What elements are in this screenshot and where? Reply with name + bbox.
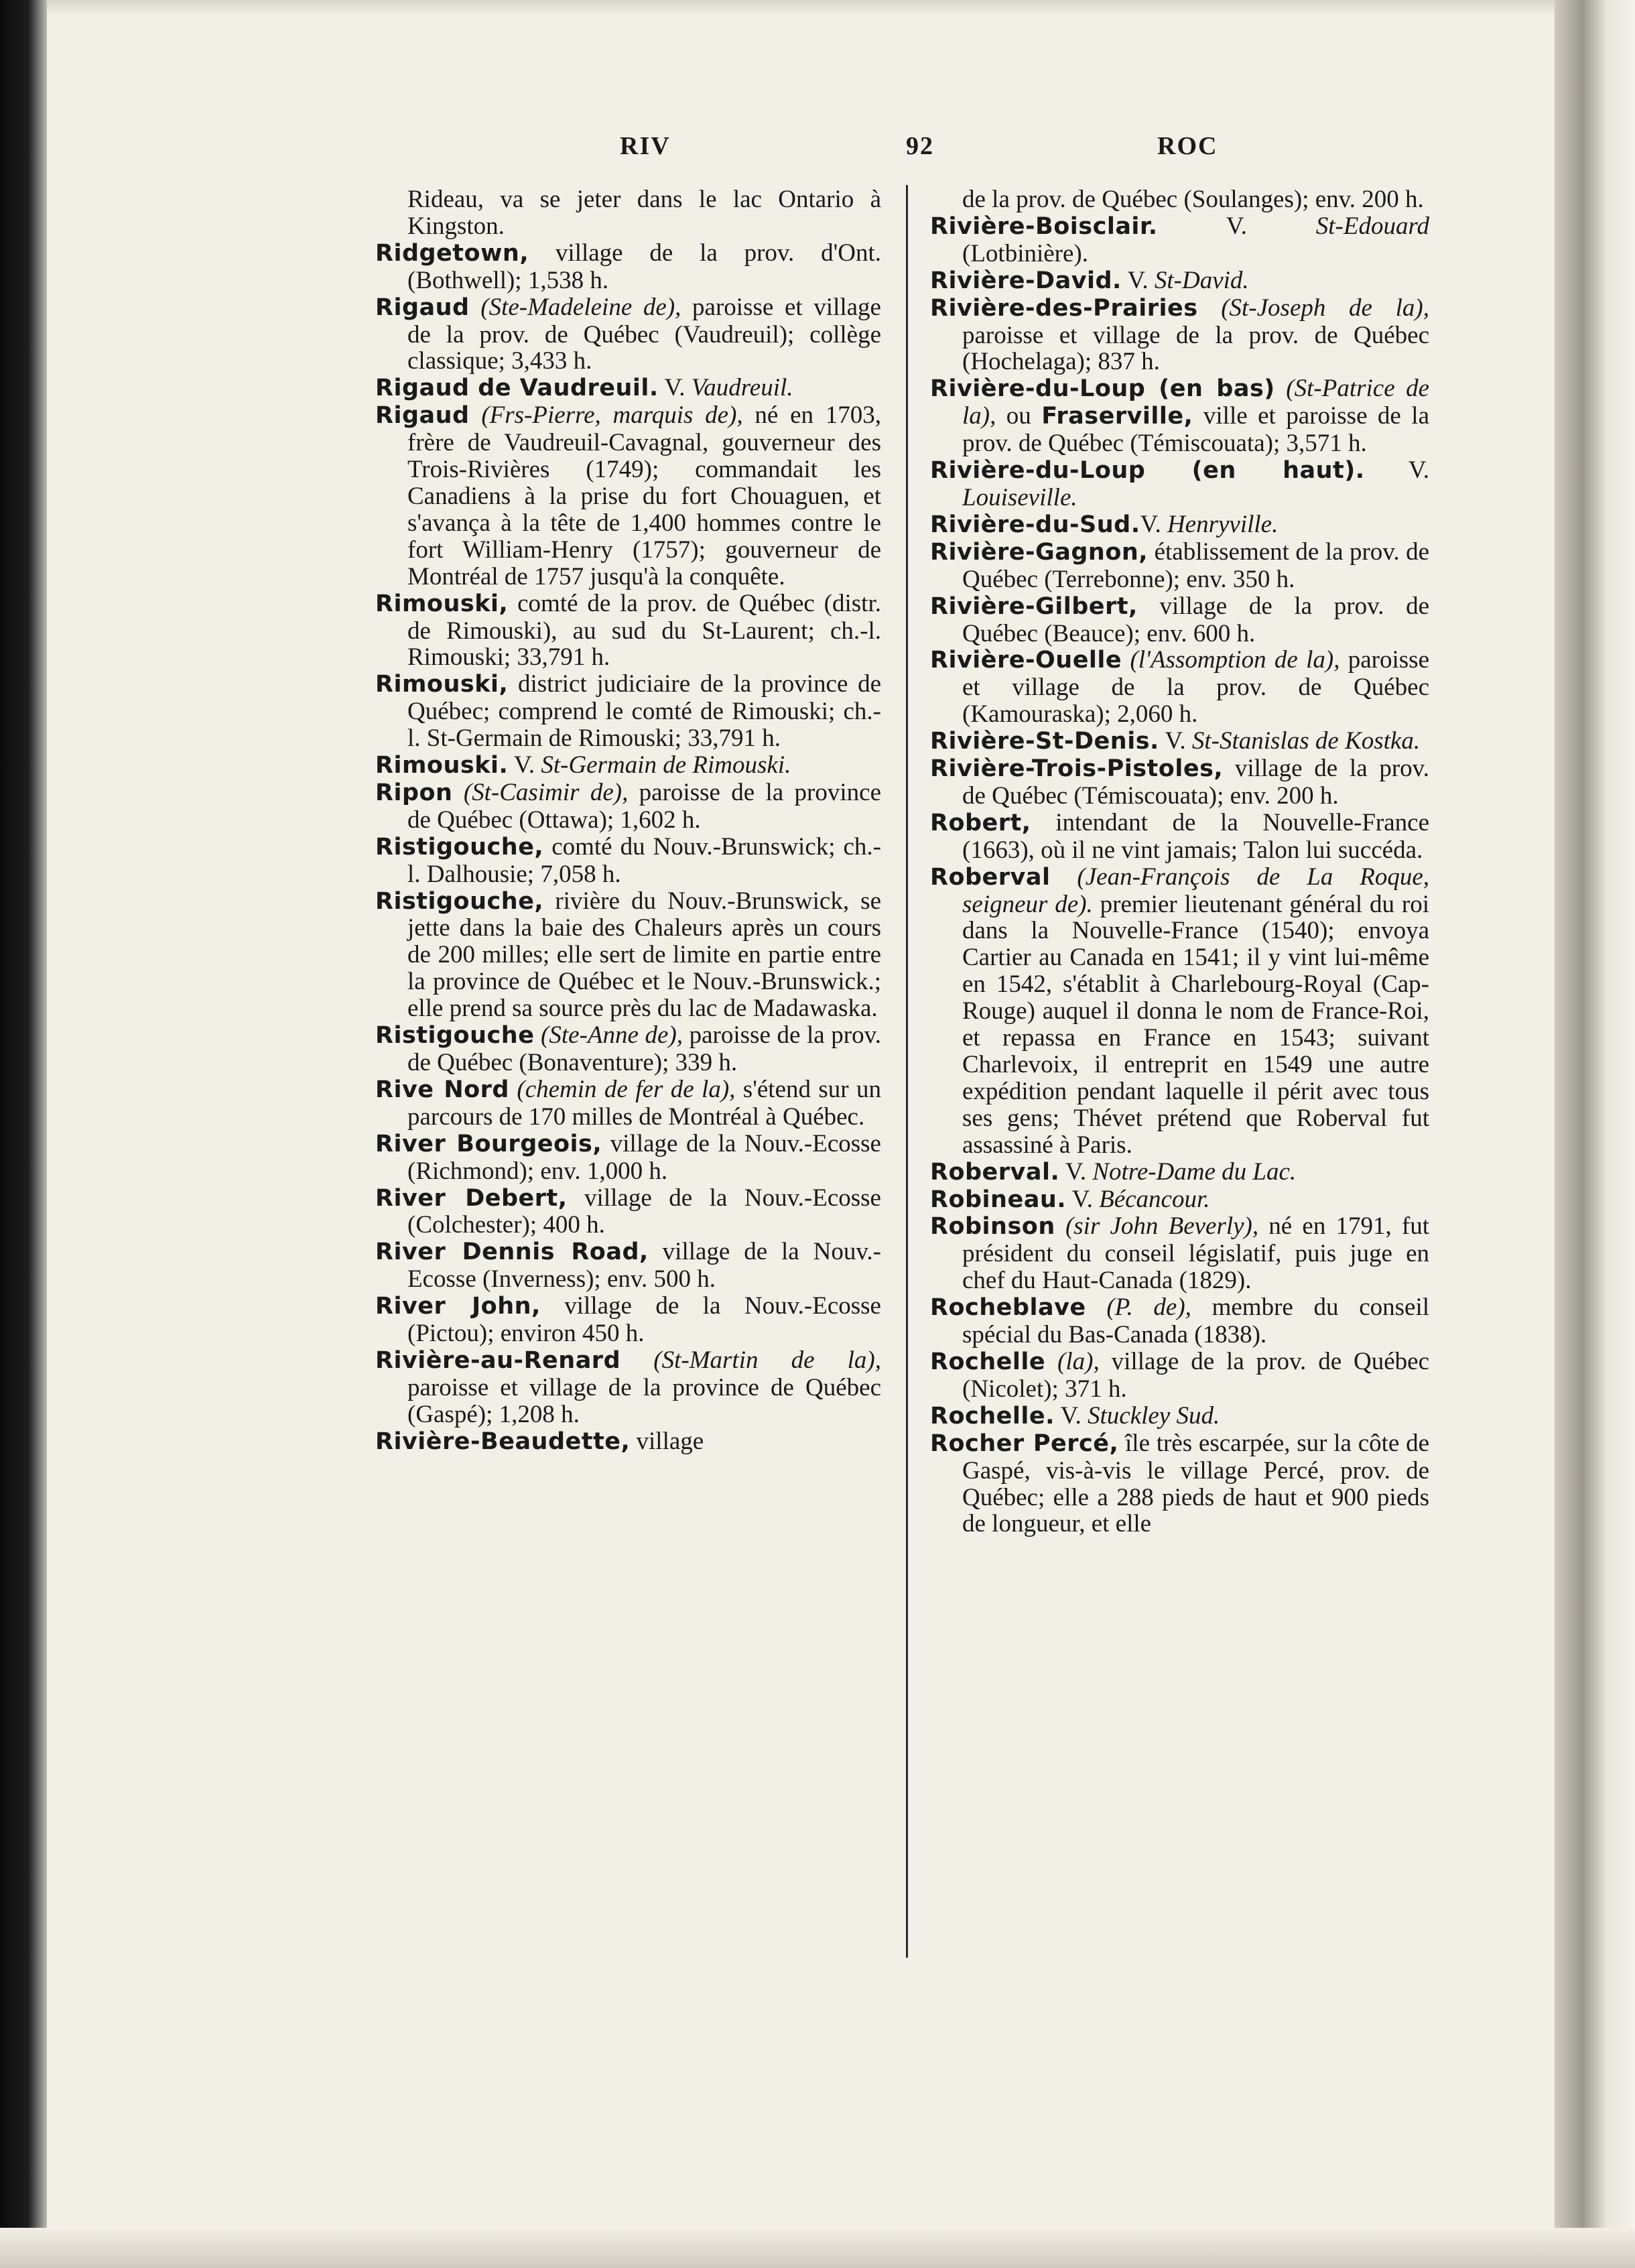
entry-headword: Rivière-Gagnon, [930, 538, 1149, 566]
dictionary-entry [930, 1294, 1429, 1348]
dictionary-entry [930, 375, 1429, 457]
entry-text: ville et paroisse de la prov. de Québec (Témiscouata); 3,571 h. [962, 402, 1429, 458]
dictionary-entry [375, 671, 881, 752]
entry-text: village de la prov. de Québec (Témiscouata); env. 200 h. [962, 755, 1429, 810]
dictionary-entry [930, 511, 1429, 539]
entry-crossref: Vaudreuil. [691, 374, 793, 402]
scan-edge-bottom [0, 2228, 1635, 2268]
dictionary-entry [375, 1131, 881, 1185]
entry-headword: Rivière-du-Loup (en bas) [930, 375, 1275, 403]
entry-text: s'étend sur un parcours de 170 milles de Montréal à Québec. [407, 1075, 881, 1131]
entry-text: village de la prov. d'Ont. (Bothwell); 1,538 h. [407, 239, 881, 294]
entry-headword: Rocheblave [930, 1294, 1086, 1322]
dictionary-entry [375, 294, 881, 375]
dictionary-entry [375, 1428, 881, 1456]
entry-headword: River Debert, [375, 1184, 568, 1212]
dictionary-entry [930, 295, 1429, 376]
dictionary-entry [930, 1430, 1429, 1538]
dictionary-entry [930, 539, 1429, 593]
entry-text: comté de la prov. de Québec (distr. de Rimouski), au sud du St-Laurent; ch.-l. Rimouski; 33,791 h. [407, 589, 881, 672]
entry-crossref: Henryville. [1167, 510, 1279, 538]
dictionary-entry [375, 402, 881, 590]
dictionary-entry [930, 728, 1429, 755]
entry-crossref: St-Germain de Rimouski. [541, 751, 791, 779]
page-number: 92 [906, 132, 934, 160]
dictionary-entry [375, 240, 881, 294]
entry-text: village [630, 1427, 704, 1455]
entry-headword: Ristigouche, [375, 833, 544, 861]
entry-headword: Ristigouche, [375, 887, 544, 915]
entry-text: établissement de la prov. de Québec (Terrebonne); env. 350 h. [962, 538, 1429, 593]
entry-headword: Rigaud [375, 402, 470, 430]
entry-headword: Rivière-Ouelle [930, 647, 1122, 674]
entry-headword: Roberval [930, 863, 1051, 891]
entry-text: né en 1703, frère de Vaudreuil-Cavagnal, gouverneur des Trois-Rivières (1749); commandait les Canadiens à la prise du fort Chouaguen, et s'avança à la tête de 1,400 hommes contre le fort William-Henry (1757); gouverneur de Montréal de 1757 jusqu'à la conquête. [407, 401, 881, 590]
scan-edge-top [0, 0, 1635, 15]
entry-headword: Rivière-des-Prairies [930, 294, 1198, 322]
dictionary-entry [930, 213, 1429, 267]
entry-qualifier: (St-Joseph de la), [1221, 294, 1429, 322]
dictionary-entry [375, 752, 881, 779]
entry-qualifier: (Ste-Madeleine de), [480, 293, 681, 321]
entry-crossref: St-Stanislas de Kostka. [1191, 727, 1421, 755]
entry-text: V. [508, 751, 541, 779]
dictionary-entry [930, 864, 1429, 1159]
header-left-guide-word: RIV [620, 132, 671, 160]
entry-text: village de la prov. de Québec (Nicolet); 371 h. [962, 1347, 1430, 1403]
entry-text: village de la Nouv.-Ecosse (Colchester); 400 h. [407, 1184, 881, 1239]
entry-text: V. [1054, 1401, 1088, 1430]
entry-headword: Rivière-Trois-Pistoles, [930, 755, 1224, 783]
entry-text: ou [996, 402, 1042, 430]
entry-text: V. [1066, 1185, 1100, 1213]
dictionary-entry [375, 1185, 881, 1239]
entry-text: V. [1121, 266, 1155, 294]
dictionary-entry [375, 1076, 881, 1131]
entry-text: paroisse et village de la prov. de Québec (Kamouraska); 2,060 h. [962, 646, 1430, 729]
entry-headword: Rivière-au-Renard [375, 1346, 621, 1374]
scan-edge-left [0, 0, 47, 2268]
entry-text: V. [1140, 510, 1167, 538]
entry-headword: Ristigouche [375, 1022, 535, 1050]
entry-crossref: Louiseville. [962, 483, 1077, 511]
entry-crossref: Stuckley Sud. [1087, 1401, 1220, 1430]
entry-text: village de la Nouv.-Ecosse (Inverness); env. 500 h. [407, 1238, 881, 1294]
entry-qualifier: (P. de), [1106, 1294, 1191, 1322]
entry-headword: Rocher Percé, [930, 1430, 1119, 1457]
entry-text: de la prov. de Québec (Soulanges); env. 200 h. [962, 186, 1424, 213]
dictionary-entry [375, 1347, 881, 1428]
entry-text: (Lotbinière). [962, 239, 1088, 267]
entry-qualifier: (l'Assomption de la), [1130, 646, 1340, 674]
entry-headword: Rive Nord [375, 1076, 509, 1103]
entry-text: intendant de la Nouvelle-France (1663), où il ne vint jamais; Talon lui succéda. [962, 808, 1429, 864]
entry-headword: Rivière-du-Sud. [930, 511, 1140, 538]
entry-text: paroisse et village de la prov. de Québec (Hochelaga); 837 h. [962, 321, 1429, 376]
entry-headword: Robinson [930, 1213, 1055, 1241]
entry-text: premier lieutenant général du roi dans la Nouvelle-France (1540); envoya Cartier au Canada en 1541; il y vint lui-même en 1542, s'établit à Charlebourg-Royal (Cap-Rouge) auquel il donna le nom de France-Roi, et repassa en France en 1543; suivant Charlevoix, il entreprit en 1549 une autre expédition pendant laquelle il périt avec tous ses gens; Thévet prétend que Roberval fut assassiné à Paris. [962, 890, 1429, 1159]
entry-headword: River John, [375, 1293, 541, 1320]
entry-headword: Roberval. [930, 1158, 1060, 1186]
dictionary-entry [930, 457, 1429, 511]
entry-qualifier: (la), [1057, 1347, 1100, 1375]
entry-headword: Ridgetown, [375, 239, 529, 267]
entry-headword: River Bourgeois, [375, 1130, 602, 1157]
column-divider [906, 185, 908, 1958]
entry-text: paroisse de la province de Québec (Ottawa); 1,602 h. [407, 778, 881, 834]
left-column [375, 186, 881, 1456]
entry-text: Rideau, va se jeter dans le lac Ontario à Kingston. [407, 186, 881, 240]
dictionary-entry [930, 267, 1429, 295]
scan-edge-right [1555, 0, 1635, 2268]
entry-headword: Rimouski, [375, 671, 509, 698]
entry-text: paroisse de la prov. de Québec (Bonaventure); 339 h. [407, 1021, 881, 1076]
entry-qualifier: (sir John Beverly), [1065, 1212, 1259, 1241]
entry-headword: Rigaud [375, 294, 470, 321]
entry-text: V. [1159, 727, 1192, 755]
dictionary-entry [930, 1213, 1429, 1294]
right-column [930, 186, 1429, 1537]
entry-headword: Rivière-David. [930, 267, 1122, 294]
dictionary-entry [375, 834, 881, 888]
dictionary-entry [930, 1348, 1429, 1403]
entry-text: V. [658, 374, 692, 402]
running-header [0, 131, 1635, 172]
dictionary-entry [375, 590, 881, 672]
entry-qualifier: (St-Casimir de), [463, 778, 629, 806]
dictionary-entry [375, 779, 881, 834]
entry-qualifier: (St-Martin de la), [653, 1346, 882, 1374]
entry-headword: Rimouski, [375, 590, 509, 617]
entry-headword: Robineau. [930, 1186, 1067, 1213]
entry-headword-alt: Fraserville, [1041, 403, 1193, 430]
entry-qualifier: (chemin de fer de la), [517, 1075, 736, 1103]
entry-text: V. [1364, 456, 1429, 485]
dictionary-entry [375, 1022, 881, 1076]
dictionary-entry [930, 755, 1429, 810]
entry-text: rivière du Nouv.-Brunswick, se jette dans la baie des Chaleurs après un cours de 200 milles; elle sert de limite en partie entre la province de Québec et le Nouv.-Brunswick.; elle prend sa source près du lac de Madawaska. [407, 887, 881, 1023]
entry-text: V. [1157, 212, 1316, 240]
dictionary-entry [375, 186, 881, 240]
dictionary-entry [375, 1239, 881, 1293]
entry-qualifier: (Ste-Anne de), [541, 1021, 683, 1050]
entry-text: comté du Nouv.-Brunswick; ch.-l. Dalhousie; 7,058 h. [407, 832, 881, 888]
entry-headword: Ripon [375, 779, 453, 806]
entry-headword: Rivière-Gilbert, [930, 592, 1138, 620]
entry-text: paroisse et village de la province de Québec (Gaspé); 1,208 h. [407, 1373, 881, 1428]
entry-qualifier: (Frs-Pierre, marquis de), [481, 401, 743, 430]
dictionary-entry [930, 1159, 1429, 1186]
entry-headword: Rivière-du-Loup (en haut). [930, 457, 1365, 485]
dictionary-entry [930, 810, 1429, 864]
entry-qualifier: (Jean-François de La Roque, seigneur de). [962, 863, 1429, 918]
header-right-guide-word: ROC [1157, 132, 1218, 160]
dictionary-entry [930, 186, 1429, 213]
entry-crossref: Bécancour. [1099, 1185, 1210, 1213]
entry-text: village de la Nouv.-Ecosse (Pictou); environ 450 h. [407, 1292, 881, 1348]
entry-headword: Robert, [930, 809, 1031, 836]
entry-text: île très escarpée, sur la côte de Gaspé, vis-à-vis le village Percé, prov. de Québec; elle a 288 pieds de haut et 900 pieds de longueur, et elle [962, 1429, 1429, 1538]
dictionary-entry [375, 888, 881, 1023]
entry-headword: River Dennis Road, [375, 1239, 649, 1266]
dictionary-entry [930, 1403, 1429, 1430]
dictionary-entry [930, 1186, 1429, 1214]
dictionary-entry [930, 593, 1429, 647]
entry-text: village de la prov. de Québec (Beauce); env. 600 h. [962, 592, 1429, 647]
dictionary-entry [930, 647, 1429, 728]
entry-headword: Rivière-St-Denis. [930, 728, 1159, 755]
dictionary-entry [375, 375, 881, 402]
entry-text: membre du conseil spécial du Bas-Canada (1838). [962, 1294, 1429, 1349]
entry-headword: Rochelle. [930, 1402, 1055, 1430]
entry-crossref: Notre-Dame du Lac. [1092, 1157, 1297, 1186]
entry-headword: Rigaud de Vaudreuil. [375, 375, 659, 402]
dictionary-entry [375, 1293, 881, 1347]
entry-text: né en 1791, fut président du conseil législatif, puis juge en chef du Haut-Canada (1829). [962, 1212, 1429, 1295]
entry-headword: Rochelle [930, 1348, 1046, 1375]
entry-headword: Rivière-Beaudette, [375, 1428, 631, 1455]
entry-text: paroisse et village de la prov. de Québec (Vaudreuil); collège classique; 3,433 h. [407, 293, 881, 375]
entry-crossref: St-Edouard [1315, 212, 1429, 240]
entry-headword: Rimouski. [375, 752, 509, 779]
entry-qualifier: (St-Patrice de la), [962, 375, 1430, 430]
entry-text: village de la Nouv.-Ecosse (Richmond); env. 1,000 h. [407, 1129, 881, 1185]
entry-text: district judiciaire de la province de Québec; comprend le comté de Rimouski; ch.-l. St-Germain de Rimouski; 33,791 h. [407, 670, 881, 753]
entry-crossref: St-David. [1154, 266, 1249, 294]
entry-headword: Rivière-Boisclair. [930, 212, 1158, 240]
entry-text: V. [1059, 1157, 1093, 1186]
